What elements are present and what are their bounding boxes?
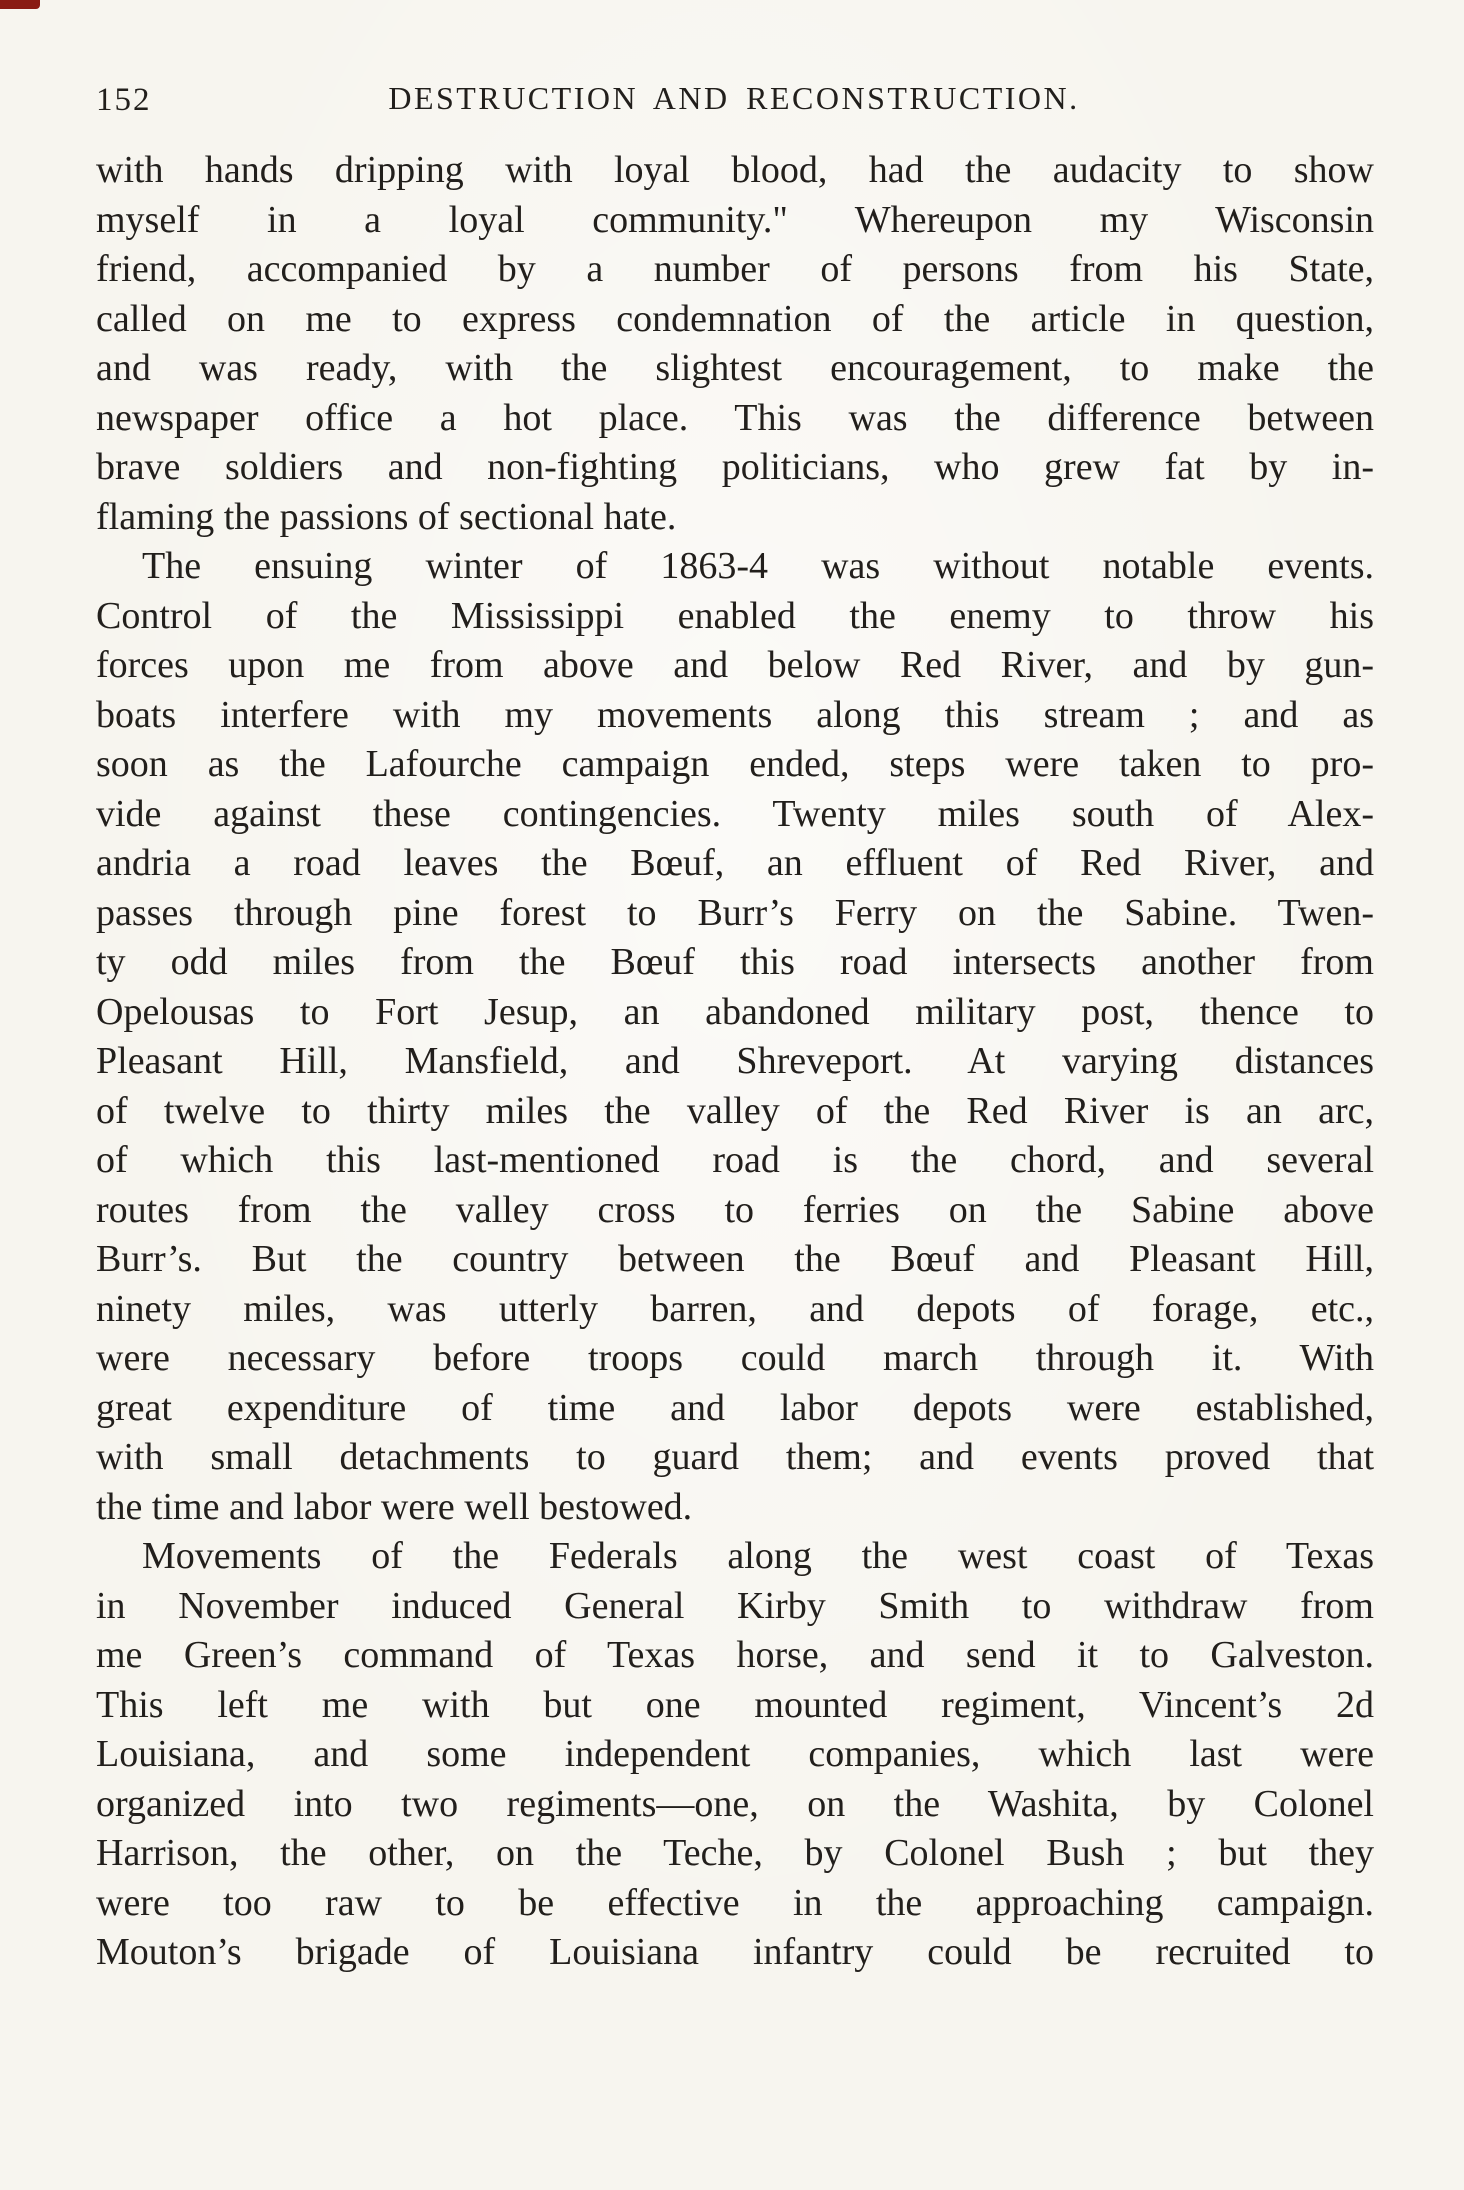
text-line: the time and labor were well bestowed. [96, 1485, 693, 1528]
text-line: andria a road leaves the Bœuf, an effluent of Red River, and [96, 842, 1374, 884]
text-line: Opelousas to Fort Jesup, an abandoned military post, thence to [96, 990, 1374, 1033]
text-line: Pleasant Hill, Mansfield, and Shreveport. At varying distances [96, 1040, 1374, 1082]
text-line: Harrison, the other, on the Teche, by Colonel Bush ; but they [96, 1832, 1374, 1874]
text-line: in November induced General Kirby Smith to withdraw from [96, 1584, 1374, 1627]
text-line: with hands dripping with loyal blood, had the audacity to show [96, 149, 1374, 191]
text-line: ty odd miles from the Bœuf this road intersects another from [96, 941, 1374, 983]
text-line: flaming the passions of sectional hate. [96, 495, 677, 538]
scan-artifact [0, 0, 40, 9]
text-line: boats interfere with my movements along this stream ; and as [96, 693, 1374, 736]
text-line: myself in a loyal community." Whereupon my Wisconsin [96, 198, 1374, 241]
text-line: routes from the valley cross to ferries on the Sabine above [96, 1188, 1374, 1231]
text-line: vide against these contingencies. Twenty miles south of Alex- [96, 792, 1374, 835]
text-line: friend, accompanied by a number of persons from his State, [96, 248, 1374, 290]
text-line: Louisiana, and some independent companies, which last were [96, 1733, 1374, 1775]
paragraph [96, 1532, 1374, 1978]
paragraph [96, 542, 1374, 1532]
text-line: and was ready, with the slightest encouragement, to make the [96, 347, 1374, 389]
text-line: soon as the Lafourche campaign ended, steps were taken to pro- [96, 743, 1374, 785]
text-line: of which this last-mentioned road is the chord, and several [96, 1139, 1374, 1181]
text-line: were too raw to be effective in the approaching campaign. [96, 1881, 1374, 1924]
text-line: passes through pine forest to Burr’s Ferry on the Sabine. Twen- [96, 891, 1374, 934]
text-line: ninety miles, was utterly barren, and depots of forage, etc., [96, 1287, 1374, 1330]
paragraph [96, 146, 1374, 542]
text-line: brave soldiers and non-fighting politicians, who grew fat by in- [96, 446, 1374, 488]
text-line: called on me to express condemnation of the article in question, [96, 297, 1374, 340]
text-line: newspaper office a hot place. This was the difference between [96, 396, 1374, 439]
text-line: were necessary before troops could march through it. With [96, 1337, 1374, 1379]
text-line: Mouton’s brigade of Louisiana infantry could be recruited to [96, 1931, 1374, 1973]
page-number: 152 [96, 82, 152, 118]
text-line: of twelve to thirty miles the valley of the Red River is an arc, [96, 1089, 1374, 1132]
text-line: with small detachments to guard them; and events proved that [96, 1436, 1374, 1478]
running-head-title: DESTRUCTION AND RECONSTRUCTION. [388, 80, 1080, 116]
text-line: Control of the Mississippi enabled the enemy to throw his [96, 594, 1374, 637]
text-line: Burr’s. But the country between the Bœuf and Pleasant Hill, [96, 1238, 1374, 1280]
text-line: Movements of the Federals along the west coast of Texas [142, 1535, 1374, 1577]
text-line: organized into two regiments—one, on the Washita, by Colonel [96, 1782, 1374, 1825]
text-line: me Green’s command of Texas horse, and send it to Galveston. [96, 1634, 1374, 1676]
text-line: great expenditure of time and labor depots were established, [96, 1386, 1374, 1429]
running-head [96, 80, 1372, 124]
text-block [96, 146, 1374, 1978]
text-line: This left me with but one mounted regiment, Vincent’s 2d [96, 1683, 1374, 1726]
text-line: forces upon me from above and below Red River, and by gun- [96, 644, 1374, 686]
text-line: The ensuing winter of 1863-4 was without notable events. [142, 545, 1374, 587]
